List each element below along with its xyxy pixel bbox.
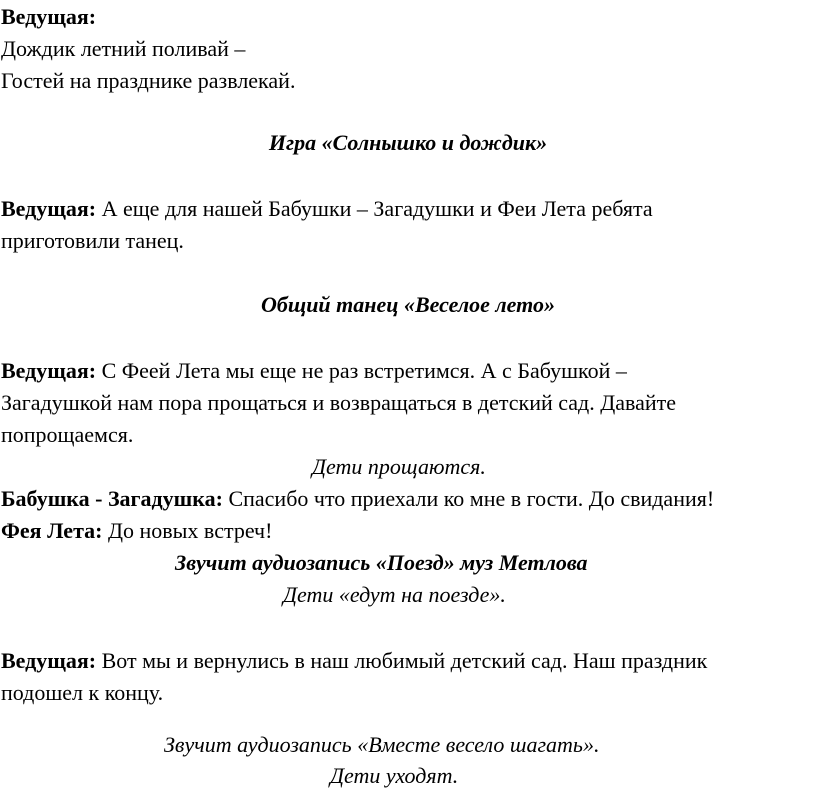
- game-title: Игра «Солнышко и дождик»: [268, 130, 548, 155]
- host-line-2b: приготовили танец.: [1, 228, 184, 253]
- grandma-text: Спасибо что приехали ко мне в гости. До свидания!: [222, 486, 715, 511]
- host-line-3c: попрощаемся.: [1, 422, 134, 447]
- audio-cue-train: Звучит аудиозапись «Поезд» муз Метлова: [175, 550, 588, 575]
- poem-line-2: Гостей на празднике развлекай.: [1, 68, 296, 93]
- speaker-grandma: Бабушка - Загадушка:: [1, 486, 223, 511]
- host-line-2a: [1, 195, 653, 223]
- poem-line-1: Дождик летний поливай –: [1, 36, 246, 61]
- speaker-fairy: Фея Лета:: [1, 518, 103, 543]
- speaker-host-6: Ведущая:: [1, 648, 97, 673]
- host-line-3a: [1, 357, 627, 385]
- host-text-3a: С Феей Лета мы еще не раз встретимся. А с Бабушкой –: [96, 358, 627, 383]
- speaker-host-2: Ведущая:: [1, 196, 97, 221]
- host-text-6a: Вот мы и вернулись в наш любимый детский сад. Наш праздник: [96, 648, 708, 673]
- host-text-2a: А еще для нашей Бабушки – Загадушки и Феи Лета ребята: [96, 196, 653, 221]
- audio-cue-walk: Звучит аудиозапись «Вместе весело шагать».: [164, 732, 600, 757]
- fairy-line: [1, 517, 272, 545]
- host-line-3b: Загадушкой нам пора прощаться и возвращаться в детский сад. Давайте: [1, 390, 677, 415]
- speaker-host-3: Ведущая:: [1, 358, 97, 383]
- speaker-host-1: Ведущая:: [1, 4, 97, 29]
- dance-title: Общий танец «Веселое лето»: [261, 292, 555, 317]
- fairy-text: До новых встреч!: [102, 518, 273, 543]
- host-line-6b: подошел к концу.: [1, 680, 164, 705]
- stage-direction-bye: Дети прощаются.: [312, 454, 486, 479]
- host-line-6a: [1, 647, 707, 675]
- grandma-line: [1, 485, 714, 513]
- stage-direction-leave: Дети уходят.: [330, 763, 459, 788]
- stage-direction-train: Дети «едут на поезде».: [283, 582, 506, 607]
